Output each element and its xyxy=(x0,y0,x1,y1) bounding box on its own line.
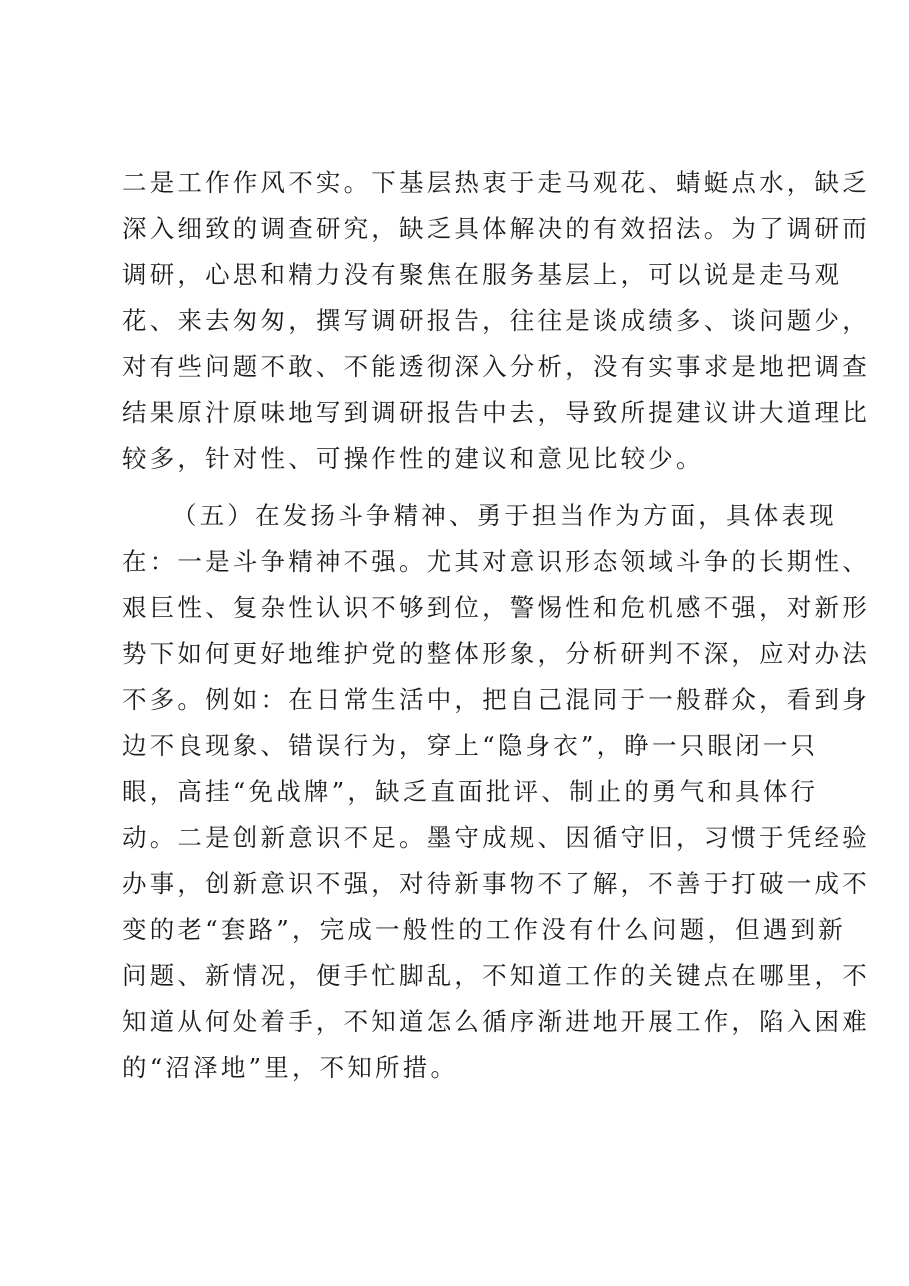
text-line: 知道从何处着手，不知道怎么循序渐进地开展工作，陷入困难 xyxy=(122,1007,870,1036)
text-line: 边不良现象、错误行为，穿上“隐身衣”，睁一只眼闭一只 xyxy=(122,731,819,760)
text-line: 动。二是创新意识不足。墨守成规、因循守旧，习惯于凭经验 xyxy=(122,823,870,852)
text-line: 眼，高挂“免战牌”，缺乏直面批评、制止的勇气和具体行 xyxy=(122,777,819,806)
text-line: 势下如何更好地维护党的整体形象，分析研判不深，应对办法 xyxy=(122,639,870,668)
text-line: （五）在发扬斗争精神、勇于担当作为方面，具体表现 xyxy=(172,501,837,530)
text-line: 结果原汁原味地写到调研报告中去，导致所提建议讲大道理比 xyxy=(122,398,870,427)
text-line: 办事，创新意识不强，对待新事物不了解，不善于打破一成不 xyxy=(122,869,870,898)
text-line: 调研，心思和精力没有聚焦在服务基层上，可以说是走马观 xyxy=(122,260,843,289)
text-line: 不多。例如：在日常生活中，把自己混同于一般群众，看到身 xyxy=(122,685,870,714)
text-line: 在：一是斗争精神不强。尤其对意识形态领域斗争的长期性、 xyxy=(122,547,870,576)
text-line: 艰巨性、复杂性认识不够到位，警惕性和危机感不强，对新形 xyxy=(122,593,870,622)
text-line: 变的老“套路”，完成一般性的工作没有什么问题，但遇到新 xyxy=(122,915,846,944)
text-line: 深入细致的调查研究，缺乏具体解决的有效招法。为了调研而 xyxy=(122,214,870,243)
text-line: 问题、新情况，便手忙脚乱，不知道工作的关键点在哪里，不 xyxy=(122,961,870,990)
text-line: 二是工作作风不实。下基层热衷于走马观花、蜻蜓点水，缺乏 xyxy=(122,168,870,197)
text-line: 花、来去匆匆，撰写调研报告，往往是谈成绩多、谈问题少， xyxy=(122,306,870,335)
text-line: 较多，针对性、可操作性的建议和意见比较少。 xyxy=(122,444,704,473)
text-line: 的“沼泽地”里，不知所措。 xyxy=(122,1053,459,1082)
text-line: 对有些问题不敢、不能透彻深入分析，没有实事求是地把调查 xyxy=(122,352,870,381)
